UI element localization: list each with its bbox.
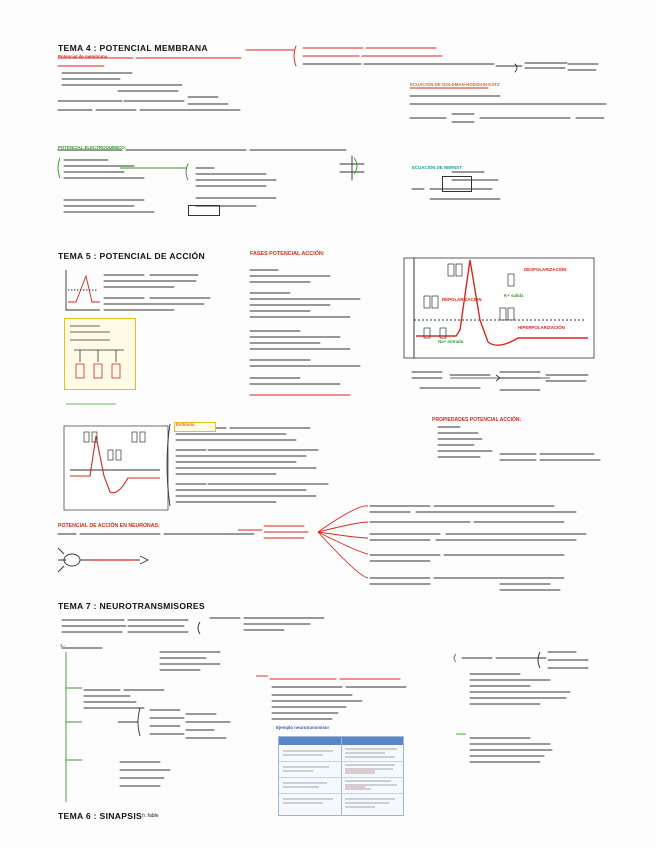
- label-potencial-membrana: Potencial de membrana: [58, 54, 108, 59]
- label-hiperpolarizacion: HIPERPOLARIZACIÓN: [518, 325, 565, 330]
- label-k-salida: K+ salida: [504, 293, 524, 298]
- heading-tabla: Ejemplo neurotransmisor: [276, 725, 330, 730]
- neurotransmisor-table: [278, 736, 404, 816]
- heading-tema-7: TEMA 7 : NEUROTRANSMISORES: [58, 601, 205, 611]
- signature: h. fable: [142, 813, 159, 819]
- heading-propiedades: PROPIEDADES POTENCIAL ACCIÓN:: [432, 417, 522, 423]
- heading-potencial-electroquimico: POTENCIAL ELECTROQUÍMICO:: [58, 145, 127, 150]
- label-despolarizacion: DESPOLARIZACIÓN: [524, 267, 567, 272]
- label-repolarizacion: REPOLARIZACIÓN: [442, 297, 482, 302]
- label-na-entrada: Na+ entrada: [438, 339, 464, 344]
- heading-ecuacion-ghk: ECUACIÓN DE GOLDMAN-HODGKIN-KATZ: [410, 82, 500, 87]
- heading-tema-4: TEMA 4 : POTENCIAL MEMBRANA: [58, 43, 208, 53]
- label-tema7-green: 1.-: [60, 643, 66, 648]
- heading-ecuacion-nernst: ECUACIÓN DE NERNST: [412, 165, 463, 170]
- heading-fases-potencial: FASES POTENCIAL ACCIÓN:: [250, 251, 325, 257]
- table-scribbles: [279, 737, 403, 815]
- heading-potencial-neuronas: POTENCIAL DE ACCIÓN EN NEURONAS:: [58, 523, 160, 529]
- heading-tema-5: TEMA 5 : POTENCIAL DE ACCIÓN: [58, 251, 206, 261]
- label-estimulo: Estímulo: [176, 422, 195, 427]
- heading-tema-6: TEMA 6 : SINAPSIS: [58, 811, 143, 821]
